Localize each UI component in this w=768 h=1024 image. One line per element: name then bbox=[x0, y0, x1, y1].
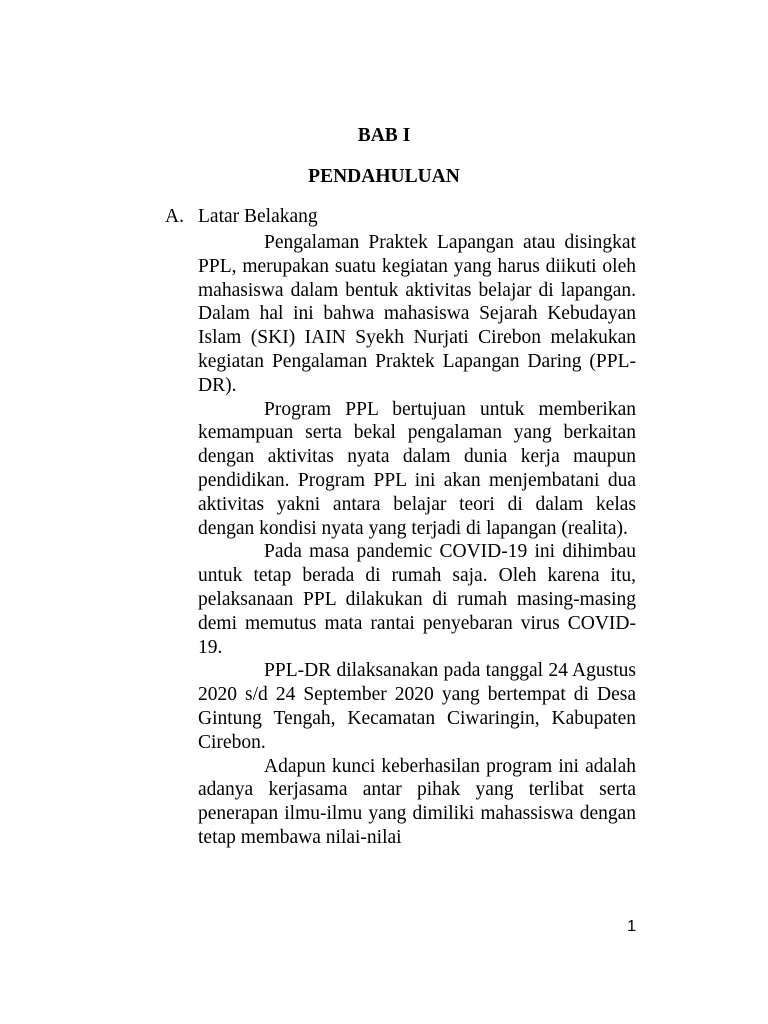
chapter-number: BAB I bbox=[357, 125, 411, 146]
section-letter: A. bbox=[165, 206, 184, 227]
page-number: 1 bbox=[627, 918, 636, 935]
section-title: Latar Belakang bbox=[198, 206, 318, 227]
paragraph-2: Program PPL bertujuan untuk memberikan kemampuan serta bekal pengalaman yang berkaitan dengan aktivitas nyata dalam dunia kerja maupun pendidikan. Program PPL ini akan menjembatani dua aktivitas yakni antara belajar teori di dalam kelas dengan kondisi nyata yang terjadi di lapangan (realita). bbox=[198, 398, 636, 539]
body-text bbox=[198, 231, 636, 850]
chapter-title: PENDAHULUAN bbox=[308, 166, 460, 187]
paragraph-4: PPL-DR dilaksanakan pada tanggal 24 Agustus 2020 s/d 24 September 2020 yang bertempat di Desa Gintung Tengah, Kecamatan Ciwaringin, Kabupaten Cirebon. bbox=[198, 660, 636, 753]
paragraph-5: Adapun kunci keberhasilan program ini adalah adanya kerjasama antar pihak yang terlibat serta penerapan ilmu-ilmu yang dimiliki mahassiswa dengan tetap membawa nilai-nilai bbox=[198, 755, 636, 848]
paragraph-1: Pengalaman Praktek Lapangan atau disingkat PPL, merupakan suatu kegiatan yang harus diikuti oleh mahasiswa dalam bentuk aktivitas belajar di lapangan. Dalam hal ini bahwa mahasiswa Sejarah Kebudayan Islam (SKI) IAIN Syekh Nurjati Cirebon melakukan kegiatan Pengalaman Praktek Lapangan Daring (PPL-DR). bbox=[198, 232, 636, 396]
paragraph-3: Pada masa pandemic COVID-19 ini dihimbau untuk tetap berada di rumah saja. Oleh karena itu, pelaksanaan PPL dilakukan di rumah masing-masing demi memutus mata rantai penyebaran virus COVID-19. bbox=[198, 541, 636, 658]
section-heading bbox=[165, 205, 318, 229]
